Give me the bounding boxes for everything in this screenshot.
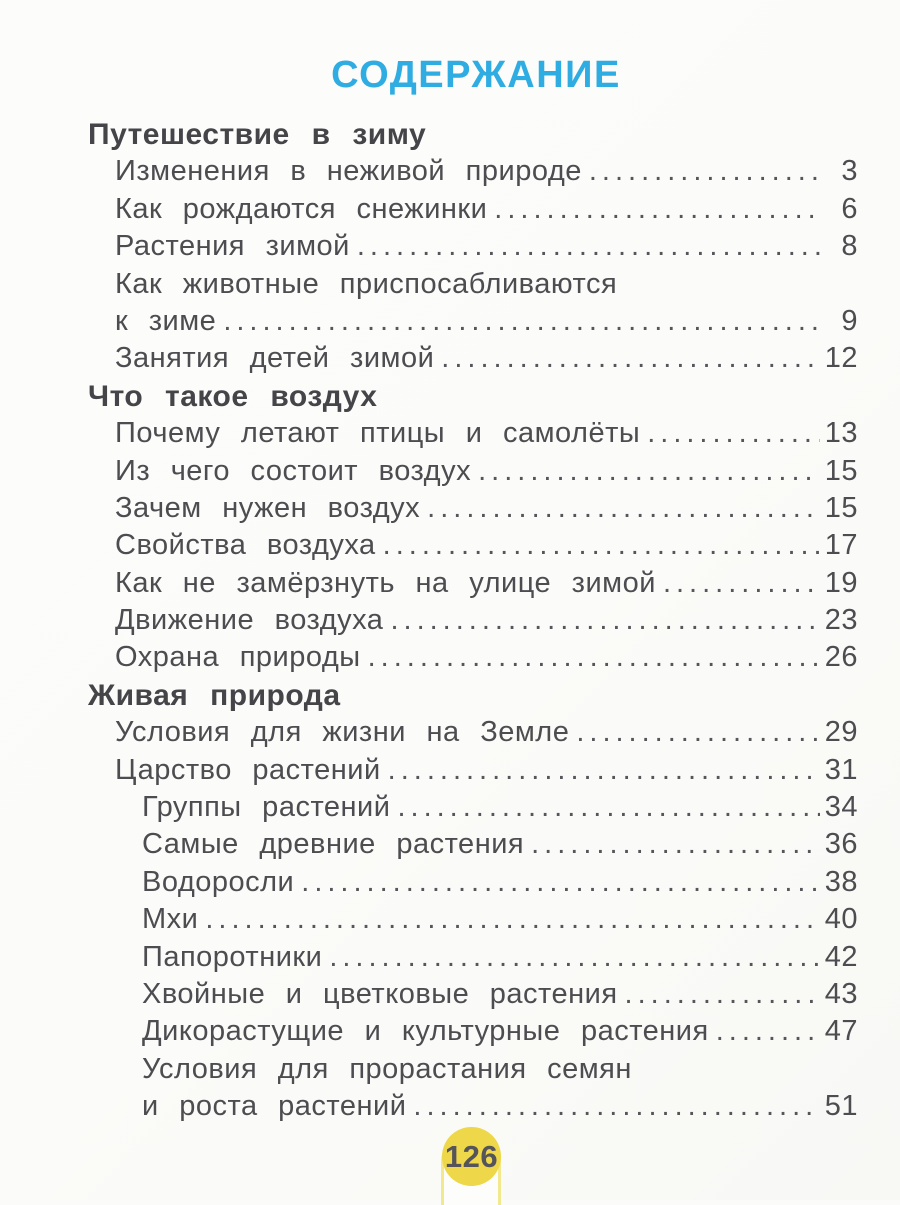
toc-row: [88, 191, 858, 228]
toc-entry-label: Охрана природы: [115, 641, 361, 674]
toc-entry-page: 17: [824, 529, 858, 562]
toc-row: [88, 153, 858, 190]
toc-row: [88, 1051, 858, 1088]
toc-entry-label: Зачем нужен воздух: [115, 491, 421, 524]
toc-entry-label: Группы растений: [142, 791, 391, 824]
toc-entry-label: Почему летают птицы и самолёты: [115, 417, 641, 450]
toc-row: [88, 677, 858, 714]
toc-entry-label: Свойства воздуха: [115, 529, 376, 562]
toc-entry-page: 29: [824, 716, 858, 749]
toc-entry-label: Что такое воздух: [88, 379, 378, 413]
toc-entry-page: 36: [824, 828, 858, 861]
toc-entry-label: Изменения в неживой природе: [115, 155, 582, 188]
toc-entry-label: Растения зимой: [115, 230, 350, 263]
toc-entry-page: 43: [824, 977, 858, 1010]
toc-entry-page: 19: [824, 566, 858, 599]
toc-row: [88, 639, 858, 676]
toc-row: [88, 303, 858, 340]
dot-leader: [383, 527, 820, 564]
toc-entry-label: Водоросли: [142, 865, 295, 898]
dot-leader: [647, 415, 820, 452]
toc-entry-label: Движение воздуха: [115, 604, 384, 637]
toc-entry-label: Хвойные и цветковые растения: [142, 977, 618, 1010]
dot-leader: [478, 453, 820, 490]
page-title: СОДЕРЖАНИЕ: [331, 54, 621, 96]
page-number-badge: [442, 1127, 501, 1186]
toc-entry-page: 34: [824, 791, 858, 824]
toc-entry-label: к зиме: [115, 304, 217, 337]
toc-entry-page: 6: [841, 192, 858, 225]
toc-row: [88, 490, 858, 527]
toc-entry-page: 8: [841, 230, 858, 263]
toc-row: [88, 228, 858, 265]
dot-leader: [368, 639, 820, 676]
toc-row: [88, 415, 858, 452]
dot-leader: [205, 901, 820, 938]
toc-entry-page: 23: [824, 604, 858, 637]
toc-entry-label: Царство растений: [115, 753, 381, 786]
toc-entry-page: 15: [824, 454, 858, 487]
toc-row: [88, 116, 858, 153]
toc-row: [88, 378, 858, 415]
toc-entry-page: 12: [824, 342, 858, 375]
toc-entry-page: 38: [824, 865, 858, 898]
toc-row: [88, 714, 858, 751]
toc-entry-page: 15: [824, 491, 858, 524]
toc-entry-label: Живая природа: [88, 678, 341, 712]
toc-entry-label: Дикорастущие и культурные растения: [142, 1015, 709, 1048]
toc-row: [88, 565, 858, 602]
toc-entry-label: Самые древние растения: [142, 828, 525, 861]
dot-leader: [301, 864, 820, 901]
toc-entry-label: Папоротники: [142, 940, 323, 973]
dot-leader: [329, 939, 820, 976]
toc-entry-label: Занятия детей зимой: [115, 342, 435, 375]
toc-row: [88, 864, 858, 901]
toc-entry-page: 9: [841, 304, 858, 337]
toc-entry-page: 13: [824, 417, 858, 450]
toc-row: [88, 1013, 858, 1050]
dot-leader: [388, 752, 820, 789]
toc-entry-label: Как не замёрзнуть на улице зимой: [115, 566, 656, 599]
dot-leader: [663, 565, 820, 602]
dot-leader: [413, 1088, 820, 1125]
toc-row: [88, 976, 858, 1013]
toc-row: [88, 789, 858, 826]
toc-entry-page: 26: [824, 641, 858, 674]
dot-leader: [589, 153, 820, 190]
toc-entry-page: 42: [824, 940, 858, 973]
toc-entry-page: 31: [824, 753, 858, 786]
dot-leader: [625, 976, 820, 1013]
dot-leader: [441, 340, 820, 377]
dot-leader: [531, 826, 820, 863]
toc-entry-label: Условия для прорастания семян: [142, 1052, 632, 1085]
toc-row: [88, 752, 858, 789]
toc-entry-page: 40: [824, 903, 858, 936]
dot-leader: [390, 602, 820, 639]
toc-entry-label: Как рождаются снежинки: [115, 192, 488, 225]
dot-leader: [427, 490, 820, 527]
dot-leader: [716, 1013, 820, 1050]
dot-leader: [357, 228, 820, 265]
dot-leader: [397, 789, 820, 826]
toc-row: [88, 1088, 858, 1125]
dot-leader: [494, 191, 820, 228]
toc-entry-label: Путешествие в зиму: [88, 118, 427, 151]
dot-leader: [576, 714, 820, 751]
toc-entry-label: и роста растений: [142, 1090, 407, 1123]
toc-row: [88, 453, 858, 490]
page-number: 126: [444, 1138, 499, 1174]
toc-row: [88, 826, 858, 863]
toc-row: [88, 901, 858, 938]
toc-entry-label: Условия для жизни на Земле: [115, 716, 570, 749]
toc-row: [88, 527, 858, 564]
toc-entry-page: 51: [824, 1090, 858, 1123]
toc-entry-label: Как животные приспосабливаются: [115, 267, 618, 300]
dot-leader: [223, 303, 820, 340]
toc-entry-label: Из чего состоит воздух: [115, 454, 472, 487]
toc-row: [88, 939, 858, 976]
toc-entry-page: 3: [841, 155, 858, 188]
table-of-contents: [88, 116, 858, 1126]
toc-row: [88, 266, 858, 303]
toc-row: [88, 602, 858, 639]
toc-row: [88, 340, 858, 377]
toc-entry-label: Мхи: [142, 903, 199, 936]
toc-entry-page: 47: [824, 1015, 858, 1048]
